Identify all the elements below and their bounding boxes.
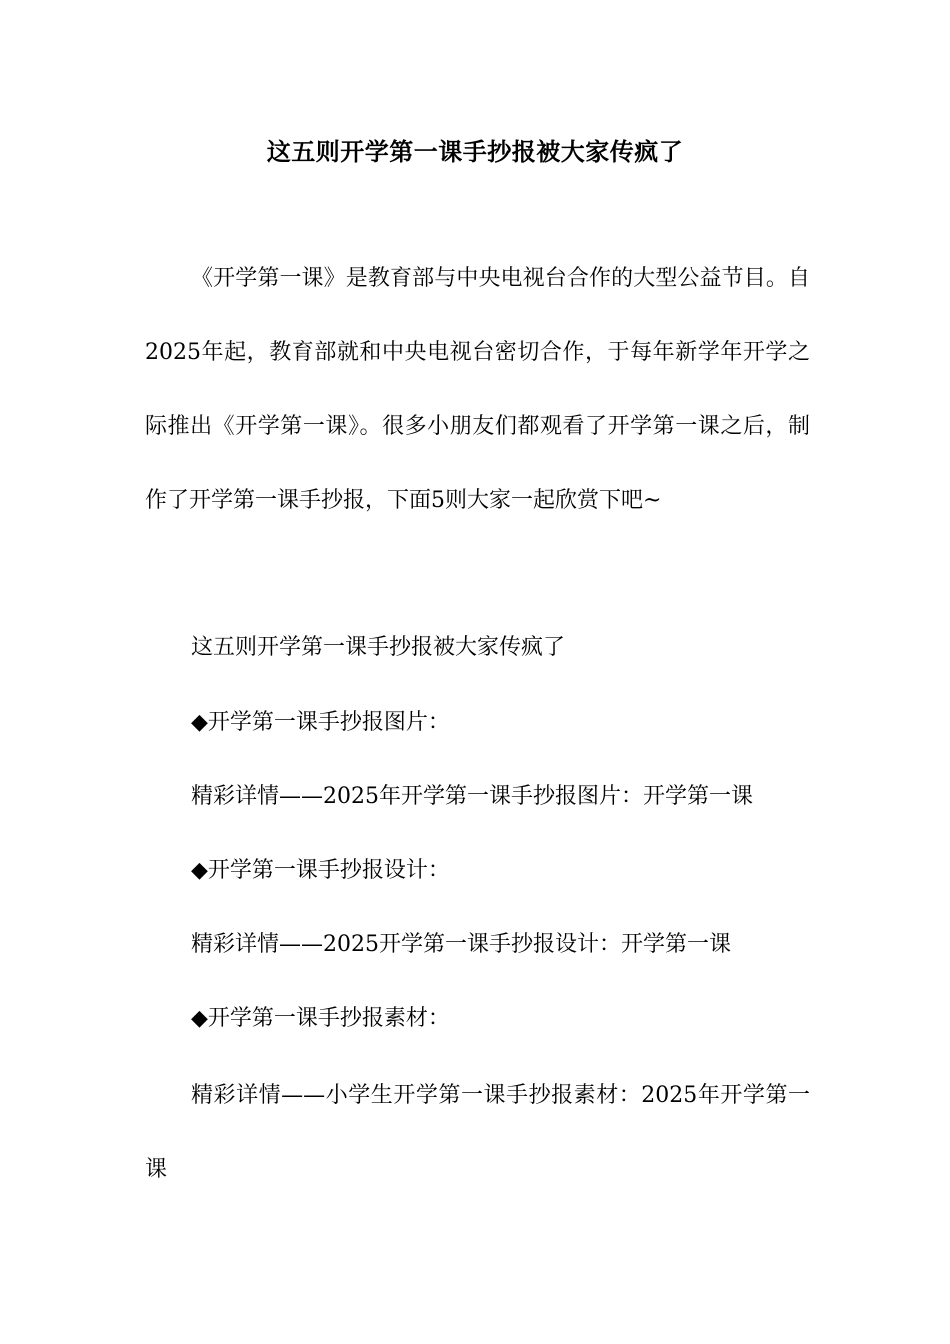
intro-paragraph: 《开学第一课》是教育部与中央电视台合作的大型公益节目。自2025年起，教育部就和中央电视台密切合作，于每年新学年开学之际推出《开学第一课》。很多小朋友们都观看了开学第一课之后，制作了开学第一课手抄报，下面5则大家一起欣赏下吧~: [145, 266, 810, 513]
details-line-design: 精彩详情——2025开学第一课手抄报设计：开学第一课: [191, 932, 731, 957]
subtitle-line: 这五则开学第一课手抄报被大家传疯了: [191, 635, 566, 660]
section-heading-pictures: ◆开学第一课手抄报图片：: [191, 710, 450, 735]
document-title: 这五则开学第一课手抄报被大家传疯了: [266, 137, 684, 166]
details-paragraph-materials: 精彩详情——小学生开学第一课手抄报素材：2025年开学第一课: [145, 1083, 810, 1182]
section-heading-design: ◆开学第一课手抄报设计：: [191, 858, 450, 883]
details-line-pictures: 精彩详情——2025年开学第一课手抄报图片：开学第一课: [191, 784, 753, 809]
section-heading-materials: ◆开学第一课手抄报素材：: [191, 1006, 450, 1031]
